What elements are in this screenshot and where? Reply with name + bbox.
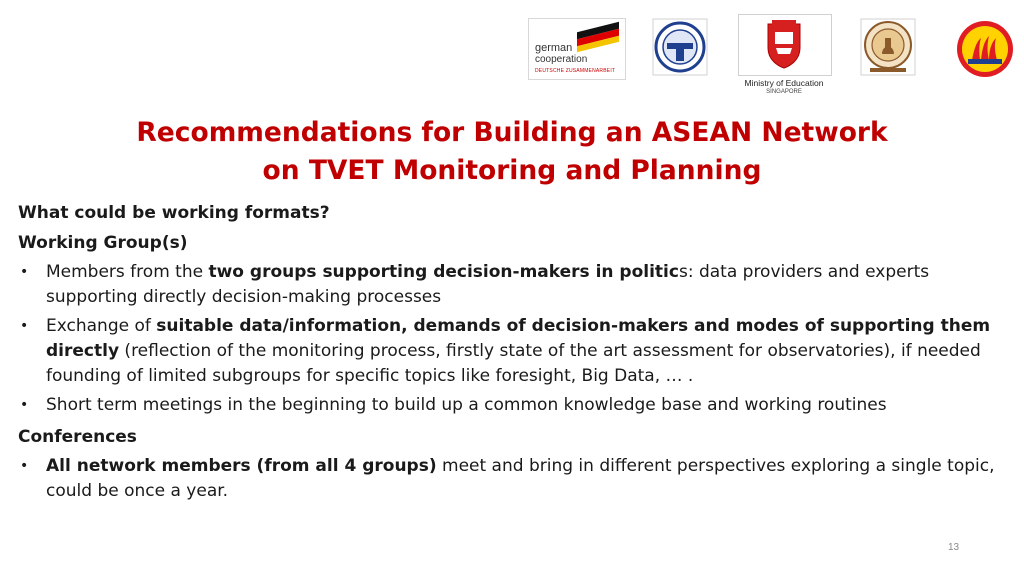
- list-item: • All network members (from all 4 groups) meet and bring in different perspectives exploring a single topic, could be once a year.: [18, 454, 1018, 504]
- german-logo-text: german: [535, 42, 573, 54]
- working-group-list: [18, 260, 1018, 418]
- partner-logos: [528, 14, 1018, 100]
- asean-emblem-icon: [956, 20, 1014, 78]
- tesda-seal-icon: [652, 18, 708, 76]
- german-logo-text-2: cooperation: [535, 54, 588, 65]
- list-item: • Short term meetings in the beginning to build up a common knowledge base and working routines: [18, 393, 1018, 418]
- working-group-heading: Working Group(s): [18, 233, 188, 253]
- thai-seal-icon: [860, 18, 916, 76]
- list-item: • Exchange of suitable data/information, demands of decision-makers and modes of supporting them directly (reflection of the monitoring process, firstly state of the art assessment for observatories), if needed founding of limited subgroups for specific topics like foresight, Big Data, … .: [18, 314, 1018, 389]
- moe-singapore-logo: [738, 14, 830, 98]
- slide-title-line-2: on TVET Monitoring and Planning: [262, 155, 762, 186]
- conferences-heading: Conferences: [18, 427, 137, 447]
- question-heading: What could be working formats?: [18, 203, 330, 223]
- moe-logo-country: SINGAPORE: [766, 89, 802, 95]
- german-flag-icon: [577, 22, 619, 52]
- slide-title-line-1: Recommendations for Building an ASEAN Network: [136, 117, 888, 148]
- moe-logo-text: Ministry of Education: [744, 78, 824, 88]
- list-item: • Members from the two groups supporting decision-makers in politics: data providers and experts supporting directly decision-making processes: [18, 260, 1018, 310]
- moe-crest-icon: [764, 18, 804, 70]
- page-number: 13: [948, 542, 960, 553]
- slide-title: [0, 114, 1024, 190]
- german-cooperation-logo: [528, 18, 626, 80]
- slide-body: [18, 198, 1018, 508]
- conferences-list: [18, 454, 1018, 504]
- german-logo-text-3: DEUTSCHE ZUSAMMENARBEIT: [535, 68, 616, 74]
